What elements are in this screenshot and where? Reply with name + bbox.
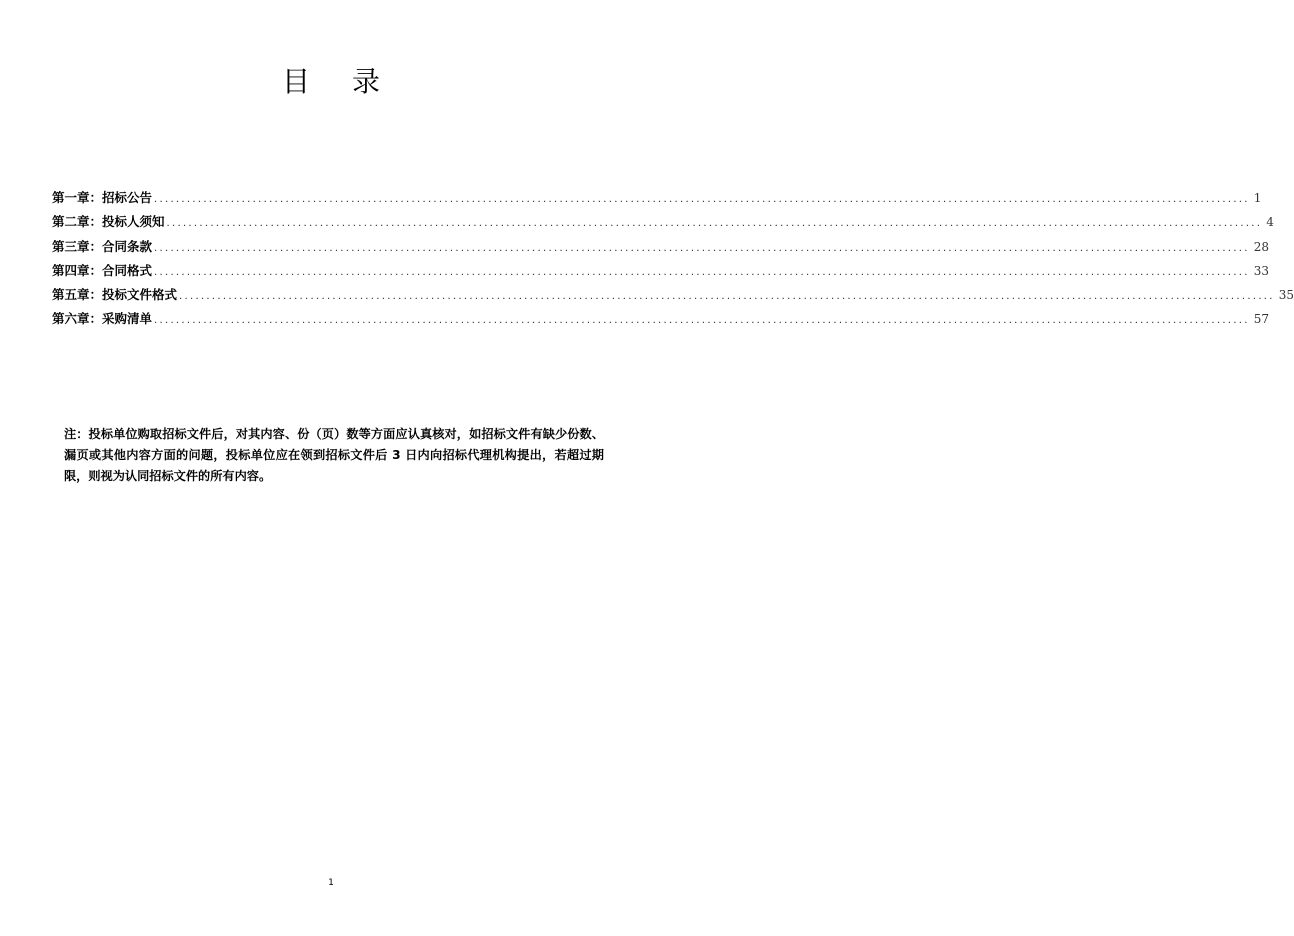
toc-entry-page: 4 bbox=[1266, 215, 1274, 230]
toc-entry-chapter-1[interactable] bbox=[52, 188, 1262, 212]
toc-entry-page: 1 bbox=[1253, 191, 1262, 205]
page-number: 1 bbox=[328, 878, 334, 888]
toc-entry-title[interactable]: 第六章：采购清单 bbox=[52, 311, 153, 327]
toc-entry-chapter-2[interactable] bbox=[52, 212, 1274, 236]
toc-entry-chapter-3[interactable] bbox=[52, 237, 1270, 261]
title-char-2: 录 bbox=[352, 65, 381, 98]
toc-entry-chapter-4[interactable] bbox=[52, 261, 1270, 285]
toc-entry-title[interactable]: 第五章：投标文件格式 bbox=[52, 287, 178, 303]
toc-leader-dots: ........................................................................................................................................................................................................ bbox=[154, 315, 1250, 327]
toc-entry-title[interactable]: 第二章：投标人须知 bbox=[52, 214, 165, 230]
toc-leader-dots: ........................................................................................................................................................................................................ bbox=[154, 242, 1250, 254]
notice-paragraph: 注：投标单位购取招标文件后，对其内容、份（页）数等方面应认真核对，如招标文件有缺少份数、漏页或其他内容方面的问题，投标单位应在领到招标文件后 3 日内向招标代理机构提出，若超过期限，则视为认同招标文件的所有内容。 bbox=[64, 427, 604, 483]
toc-entry-chapter-6[interactable] bbox=[52, 309, 1270, 333]
toc-entry-page: 35 bbox=[1278, 288, 1294, 303]
toc-entry-title[interactable]: 第四章：合同格式 bbox=[52, 262, 153, 278]
table-of-contents bbox=[52, 188, 1294, 334]
toc-entry-page: 33 bbox=[1253, 263, 1270, 278]
toc-leader-dots: ........................................................................................................................................................................................................ bbox=[179, 291, 1275, 303]
toc-entry-page: 28 bbox=[1253, 239, 1270, 254]
toc-entry-chapter-5[interactable] bbox=[52, 285, 1294, 309]
toc-leader-dots: ........................................................................................................................................................................................................ bbox=[154, 194, 1250, 205]
toc-entry-page: 57 bbox=[1253, 312, 1270, 327]
toc-entry-title[interactable]: 第一章：招标公告 bbox=[52, 190, 153, 205]
toc-entry-title[interactable]: 第三章：合同条款 bbox=[52, 238, 153, 254]
toc-leader-dots: ........................................................................................................................................................................................................ bbox=[166, 218, 1263, 230]
toc-leader-dots: ........................................................................................................................................................................................................ bbox=[154, 266, 1250, 278]
page-title bbox=[0, 66, 662, 98]
title-char-1: 目 bbox=[281, 65, 310, 98]
